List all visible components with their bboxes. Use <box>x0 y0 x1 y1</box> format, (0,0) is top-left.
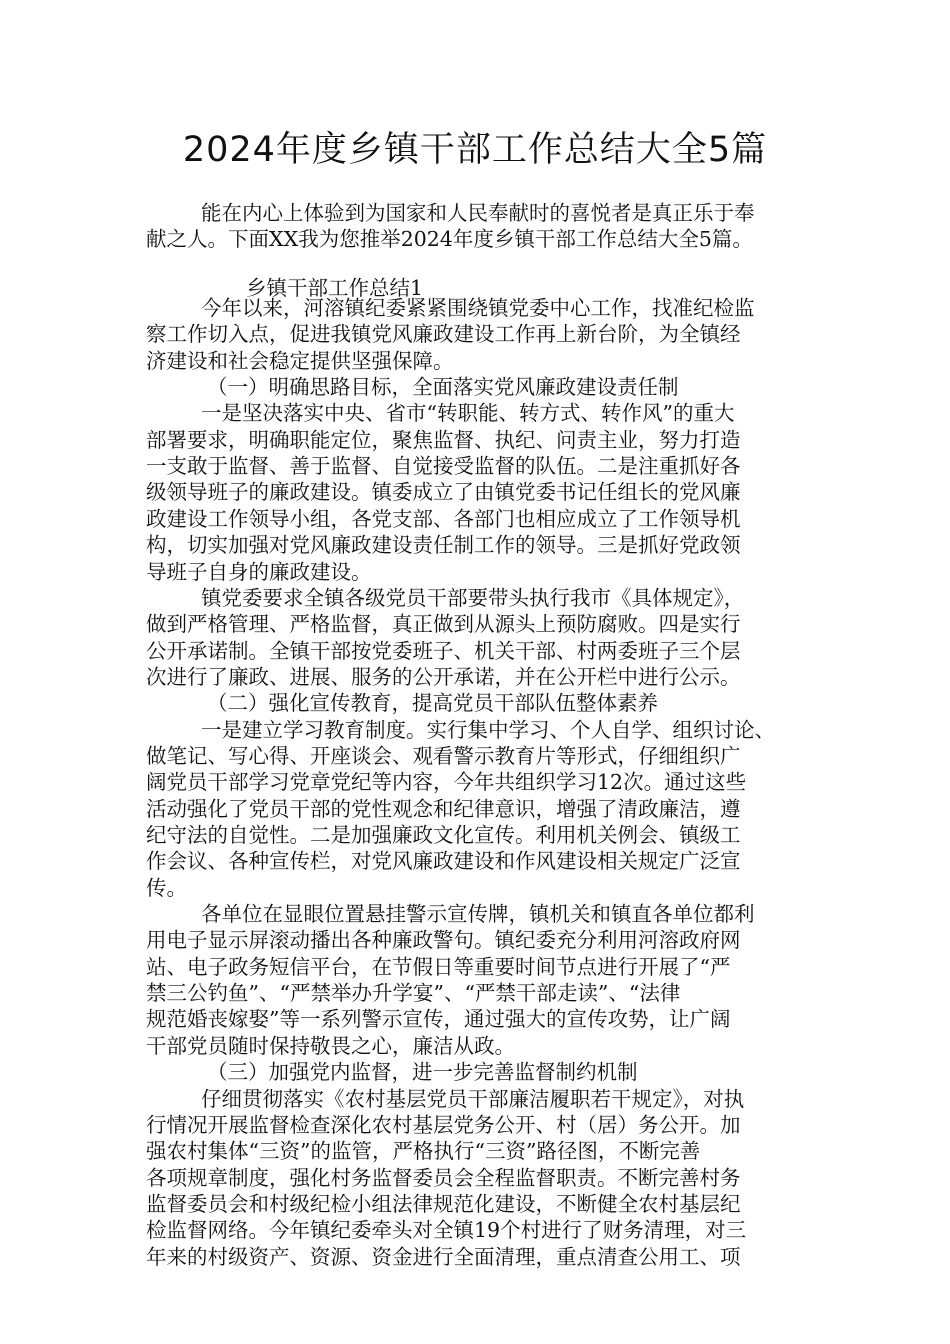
body-line: 各单位在显眼位置悬挂警示宣传牌，镇机关和镇直各单位都利 <box>201 902 755 927</box>
subheading: （二）强化宣传教育，提高党员干部队伍整体素养 <box>207 691 658 716</box>
body-line: 一是坚决落实中央、省市“转职能、转方式、转作风”的重大 <box>201 401 735 426</box>
body-line: 传。 <box>146 875 187 900</box>
body-line: 济建设和社会稳定提供坚强保障。 <box>146 348 454 373</box>
body-line: 检监督网络。今年镇纪委牵头对全镇19个村进行了财务清理，对三 <box>146 1218 747 1243</box>
body-line: 规范婚丧嫁娶”等一系列警示宣传，通过强大的宣传攻势，让广阔 <box>146 1007 731 1032</box>
body-line: 强农村集体“三资”的监管，严格执行“三资”路径图，不断完善 <box>146 1139 701 1164</box>
body-line: 公开承诺制。全镇干部按党委班子、机关干部、村两委班子三个层 <box>146 638 741 663</box>
body-line: 察工作切入点，促进我镇党风廉政建设工作再上新台阶，为全镇经 <box>146 322 741 347</box>
body-line: 级领导班子的廉政建设。镇委成立了由镇党委书记任组长的党风廉 <box>146 480 741 505</box>
intro-line: 献之人。下面XX我为您推举2024年度乡镇干部工作总结大全5篇。 <box>146 227 753 251</box>
body-line: 干部党员随时保持敬畏之心，廉洁从政。 <box>146 1033 515 1058</box>
body-line: 导班子自身的廉政建设。 <box>146 559 372 584</box>
body-line: 纪守法的自觉性。二是加强廉政文化宣传。利用机关例会、镇级工 <box>146 823 741 847</box>
body-line: 一是建立学习教育制度。实行集中学习、个人自学、组织讨论、 <box>201 717 775 742</box>
body-line: 站、电子政务短信平台，在节假日等重要时间节点进行开展了“严 <box>146 954 731 979</box>
body-line: 构，切实加强对党风廉政建设责任制工作的领导。三是抓好党政领 <box>146 533 741 558</box>
body-line: 一支敢于监督、善于监督、自觉接受监督的队伍。二是注重抓好各 <box>146 454 741 479</box>
body-line: 镇党委要求全镇各级党员干部要带头执行我市《具体规定》， <box>201 585 745 610</box>
body-line: 阔党员干部学习党章党纪等内容，今年共组织学习12次。通过这些 <box>146 770 747 795</box>
body-line: 监督委员会和村级纪检小组法律规范化建设，不断健全农村基层纪 <box>146 1191 741 1216</box>
document-title: 2024年度乡镇干部工作总结大全5篇 <box>182 130 768 170</box>
subheading: （一）明确思路目标，全面落实党风廉政建设责任制 <box>207 375 679 400</box>
body-line: 次进行了廉政、进展、服务的公开承诺，并在公开栏中进行公示。 <box>146 664 741 689</box>
body-line: 今年以来，河溶镇纪委紧紧围绕镇党委中心工作，找准纪检监 <box>201 296 755 320</box>
body-line: 作会议、各种宣传栏，对党风廉政建设和作风建设相关规定广泛宣 <box>146 849 741 874</box>
body-line: 活动强化了党员干部的党性观念和纪律意识，增强了清政廉洁，遵 <box>146 796 741 821</box>
body-line: 做笔记、写心得、开座谈会、观看警示教育片等形式，仔细组织广 <box>146 743 741 768</box>
body-line: 仔细贯彻落实《农村基层党员干部廉洁履职若干规定》，对执 <box>201 1086 745 1111</box>
subheading: （三）加强党内监督，进一步完善监督制约机制 <box>207 1060 638 1085</box>
body-line: 年来的村级资产、资源、资金进行全面清理，重点清查公用工、项 <box>146 1244 741 1269</box>
body-line: 各项规章制度，强化村务监督委员会全程监督职责。不断完善村务 <box>146 1165 741 1190</box>
section-title: 乡镇干部工作总结1 <box>246 276 424 300</box>
body-line: 部署要求，明确职能定位，聚焦监督、执纪、问责主业，努力打造 <box>146 427 741 452</box>
body-line: 行情况开展监督检查深化农村基层党务公开、村（居）务公开。加 <box>146 1112 741 1137</box>
body-line: 禁三公钓鱼”、“严禁举办升学宴”、“严禁干部走读”、“法律 <box>146 981 681 1006</box>
body-line: 用电子显示屏滚动播出各种廉政警句。镇纪委充分利用河溶政府网 <box>146 928 741 953</box>
intro-line: 能在内心上体验到为国家和人民奉献时的喜悦者是真正乐于奉 <box>201 201 755 225</box>
body-line: 做到严格管理、严格监督，真正做到从源头上预防腐败。四是实行 <box>146 612 741 637</box>
body-line: 政建设工作领导小组，各党支部、各部门也相应成立了工作领导机 <box>146 506 741 531</box>
